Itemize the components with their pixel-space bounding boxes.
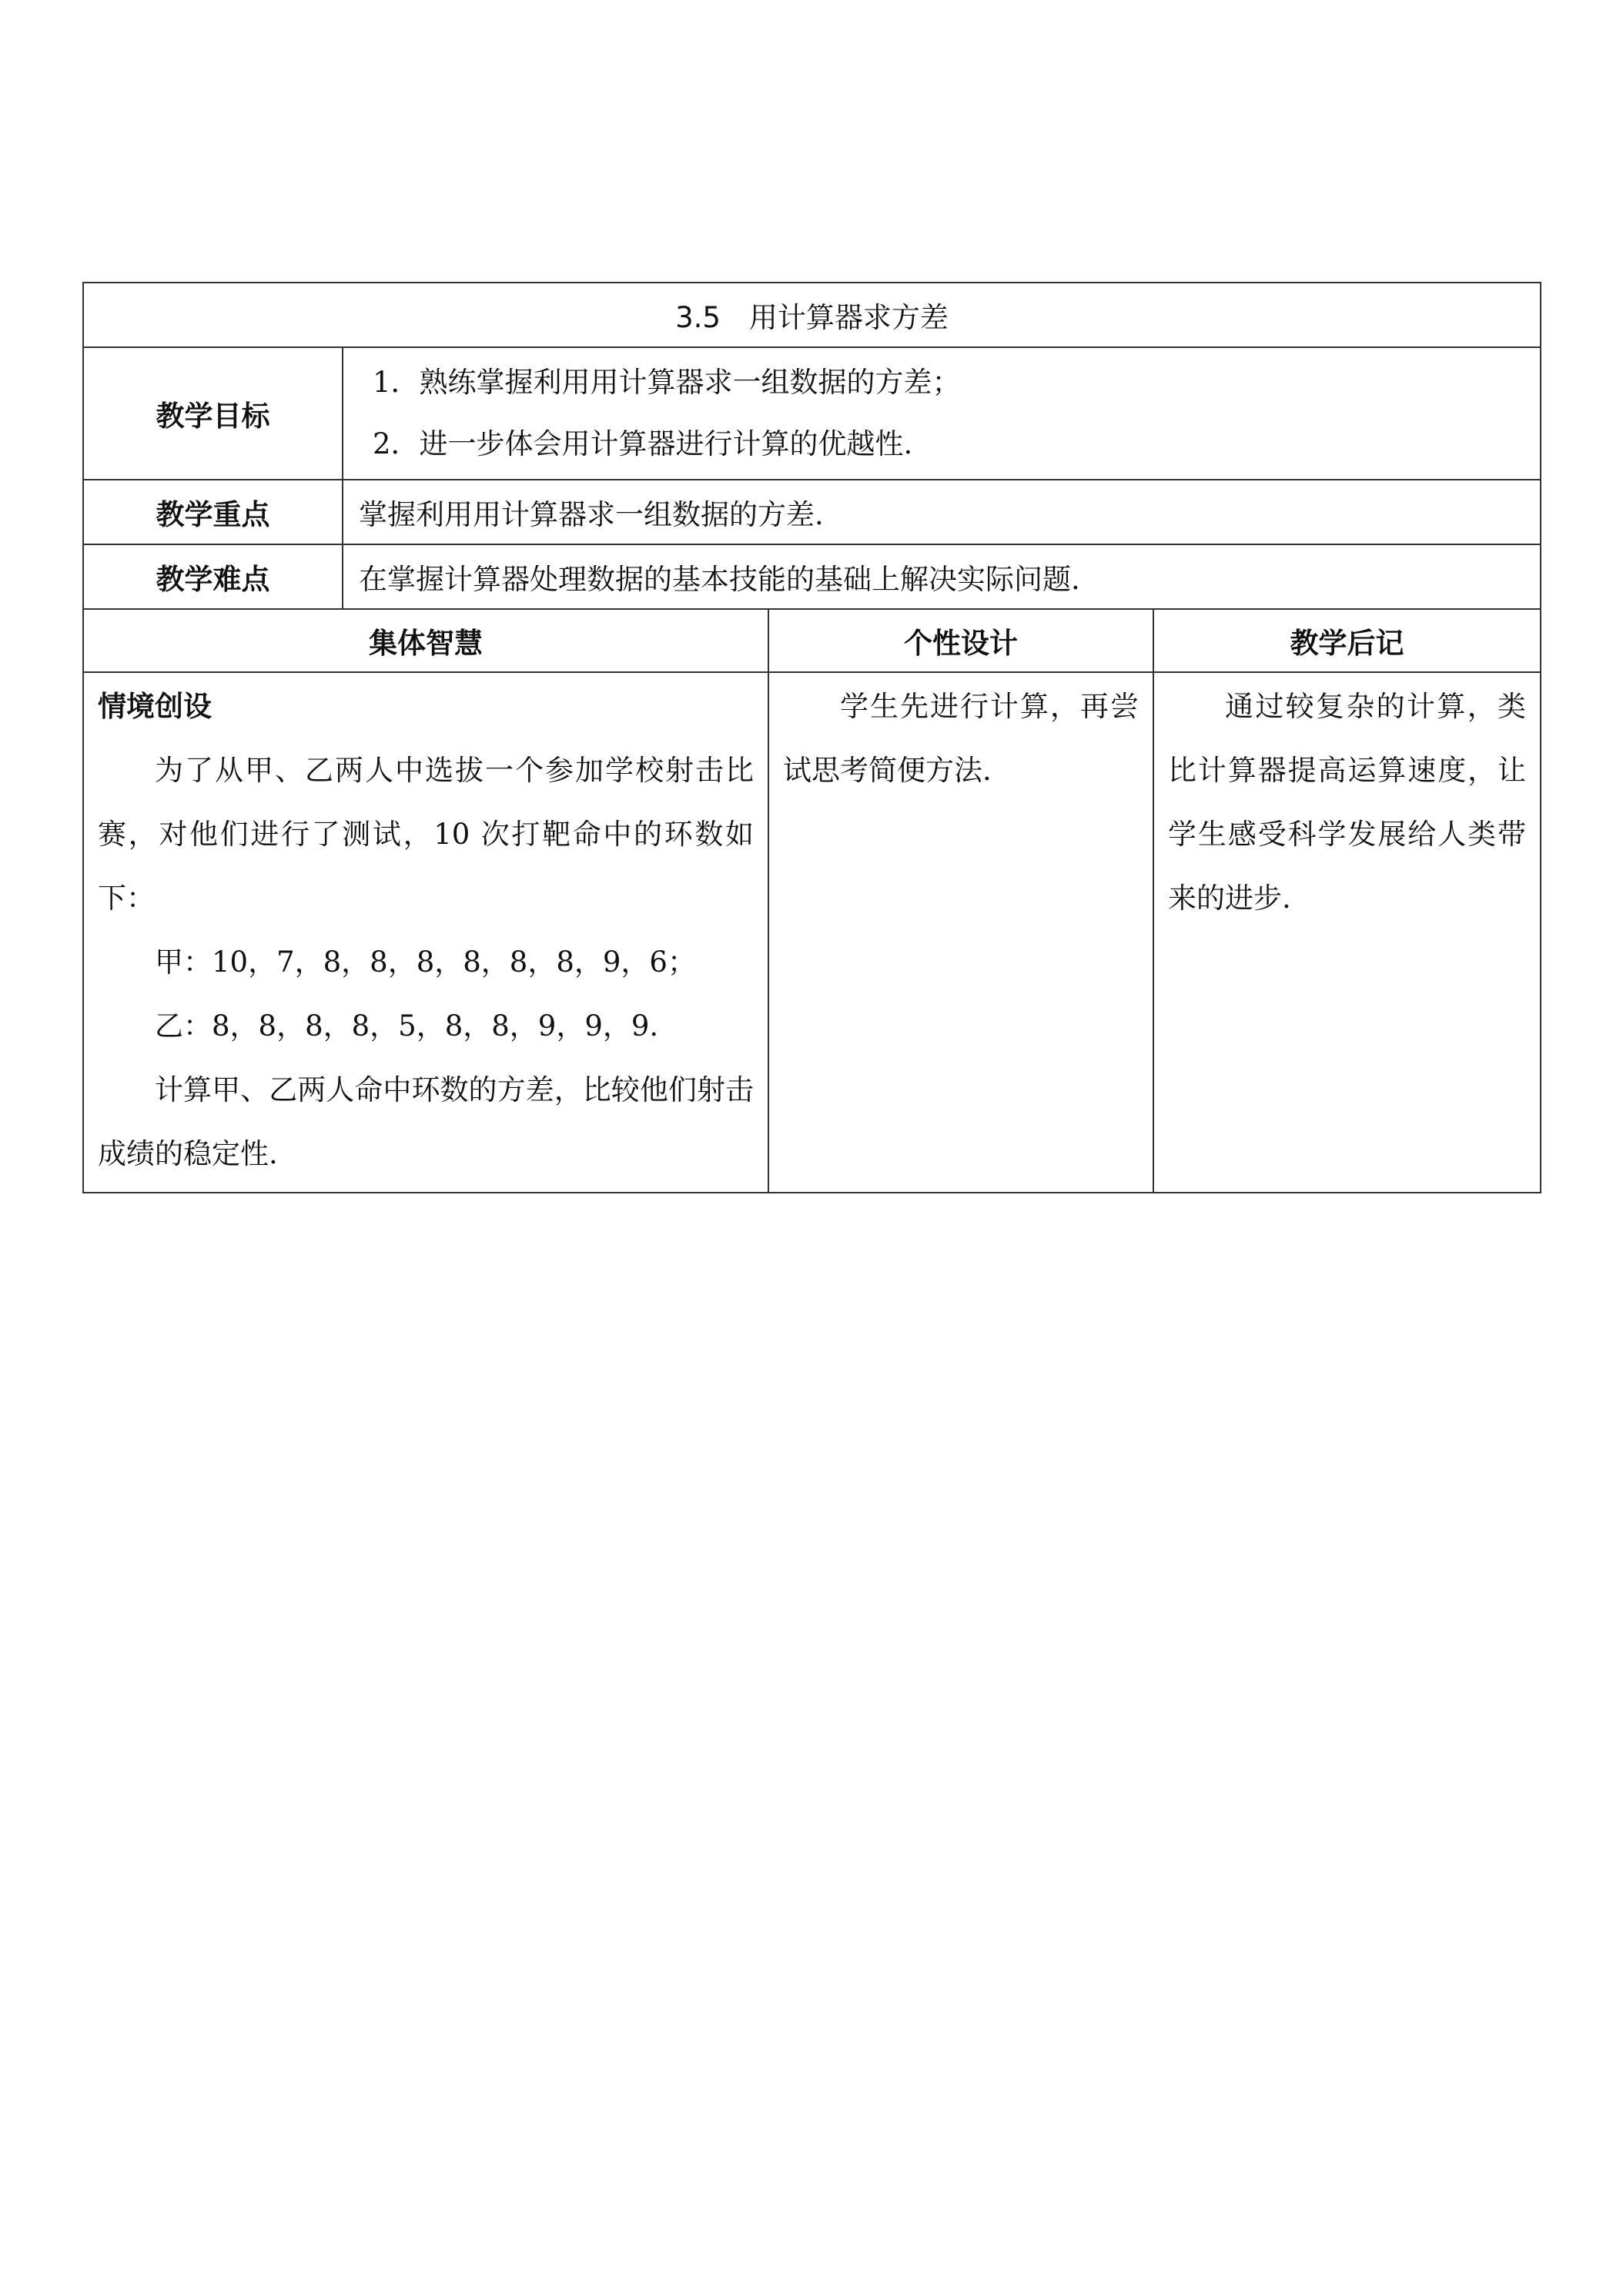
column-header-personal: 个性设计 (768, 609, 1153, 672)
lesson-title: 3.5 用计算器求方差 (83, 283, 1541, 347)
goals-content (343, 347, 1541, 480)
lesson-plan-table (82, 282, 1541, 1193)
key-point-text: 掌握利用用计算器求一组数据的方差. (343, 480, 1541, 544)
section-title: 情境创设 (98, 690, 212, 723)
key-point-label: 教学重点 (83, 480, 343, 544)
data-line-b: 乙：8，8，8，8，5，8，8，9，9，9. (155, 1009, 659, 1043)
column-header-collective: 集体智慧 (83, 609, 768, 672)
goals-label: 教学目标 (83, 347, 343, 480)
difficulty-text: 在掌握计算器处理数据的基本技能的基础上解决实际问题. (343, 544, 1541, 609)
question-text: 计算甲、乙两人命中环数的方差，比较他们射击成绩的稳定性. (98, 1073, 754, 1170)
personal-text: 学生先进行计算，再尝试思考简便方法. (783, 690, 1139, 787)
notes-text: 通过较复杂的计算，类比计算器提高运算速度，让学生感受科学发展给人类带来的进步. (1168, 690, 1527, 915)
collective-cell (83, 672, 768, 1193)
goal-item-1: 1．熟练掌握利用用计算器求一组数据的方差； (373, 366, 961, 399)
scenario-intro: 为了从甲、乙两人中选拔一个参加学校射击比赛，对他们进行了测试，10 次打靶命中的环数如下： (98, 754, 754, 915)
notes-cell (1153, 672, 1541, 1193)
difficulty-label: 教学难点 (83, 544, 343, 609)
column-header-notes: 教学后记 (1153, 609, 1541, 672)
data-line-a: 甲：10，7，8，8，8，8，8，8，9，6； (155, 946, 696, 979)
goal-item-2: 2．进一步体会用计算器进行计算的优越性. (373, 427, 913, 460)
personal-cell (768, 672, 1153, 1193)
